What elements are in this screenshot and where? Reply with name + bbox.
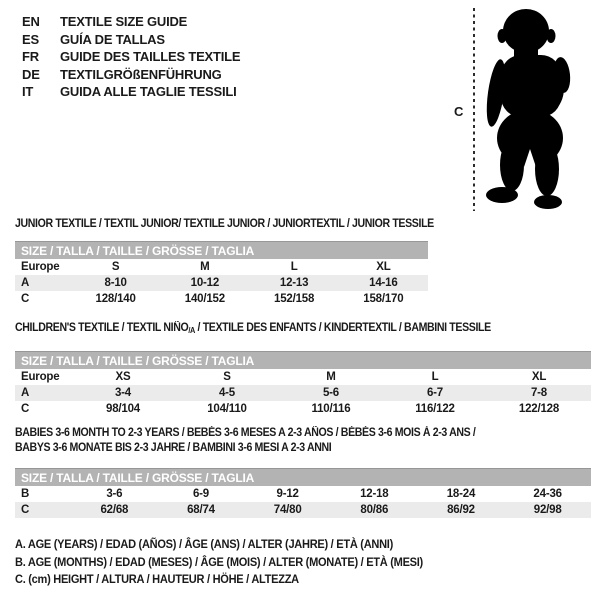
size-cell: 9-12 xyxy=(276,488,299,500)
title-text: / TEXTILE DES ENFANTS / KINDERTEXTIL / BAMBINI TESSILE xyxy=(194,322,491,334)
size-cell: 12-18 xyxy=(360,488,389,500)
size-cell: 122/128 xyxy=(518,403,560,415)
size-cell: 7-8 xyxy=(530,387,548,399)
language-row-it xyxy=(22,83,240,101)
language-label: GUÍA DE TALLAS xyxy=(60,31,165,47)
size-cell: S xyxy=(111,261,120,273)
table-row-age xyxy=(15,275,428,291)
language-row-fr xyxy=(22,48,240,66)
size-header-bar: SIZE / TALLA / TAILLE / GRÖSSE / TAGLIA xyxy=(15,352,591,370)
size-cell: 68/74 xyxy=(187,504,215,516)
title-text: CHILDREN'S TEXTILE / TEXTIL NIÑO xyxy=(15,322,189,334)
legend-item-b: B. AGE (MONTHS) / EDAD (MESES) / ÂGE (MOIS) / ALTER (MONATE) / ETÀ (MESI) xyxy=(15,554,423,569)
language-label: TEXTILE SIZE GUIDE xyxy=(60,14,188,30)
size-cell: 152/158 xyxy=(274,293,315,305)
size-cell: L xyxy=(431,371,439,383)
size-cell: 3-4 xyxy=(114,387,132,399)
size-header-bar: SIZE / TALLA / TAILLE / GRÖSSE / TAGLIA xyxy=(15,469,591,487)
language-label: GUIDE DES TAILLES TEXTILE xyxy=(60,49,241,65)
language-row-es xyxy=(22,31,240,49)
height-measure-dashed-line xyxy=(473,8,475,211)
table-row-europe xyxy=(15,259,428,275)
legend xyxy=(15,536,458,589)
language-code: EN xyxy=(22,14,40,30)
row-label: Europe xyxy=(21,261,60,273)
size-cell: 140/152 xyxy=(184,293,225,305)
size-cell: 110/116 xyxy=(311,403,351,415)
size-cell: 74/80 xyxy=(273,504,302,516)
table-row-age xyxy=(15,385,591,401)
junior-size-table xyxy=(15,241,428,307)
size-cell: 128/140 xyxy=(95,293,136,305)
language-code: DE xyxy=(22,66,40,82)
size-cell: 4-5 xyxy=(218,387,236,399)
size-cell: M xyxy=(326,371,336,383)
size-cell: 12-13 xyxy=(279,277,309,289)
table-row-age-months xyxy=(15,486,591,502)
size-cell: 24-36 xyxy=(533,488,562,500)
language-code: ES xyxy=(22,31,39,47)
row-label: Europe xyxy=(21,371,60,383)
row-label: C xyxy=(21,504,30,516)
size-cell: 5-6 xyxy=(322,387,340,399)
table-row-europe xyxy=(15,369,591,385)
size-cell: 10-12 xyxy=(190,277,220,289)
size-cell: 158/170 xyxy=(363,293,404,305)
size-cell: XL xyxy=(376,261,391,273)
title-line-2: BABYS 3-6 MONATE BIS 2-3 JAHRE / BAMBINI 3-6 MESI A 2-3 ANNI xyxy=(15,442,332,454)
table-row-height xyxy=(15,502,591,518)
language-code: IT xyxy=(22,84,34,100)
children-table-title xyxy=(15,321,491,338)
title-subscript: /A xyxy=(188,326,195,335)
size-cell: XL xyxy=(531,371,547,383)
row-label: B xyxy=(21,488,30,500)
baby-silhouette-image xyxy=(483,5,575,211)
size-cell: 14-16 xyxy=(369,277,398,289)
size-cell: S xyxy=(223,371,231,383)
size-cell: 6-9 xyxy=(192,488,209,500)
language-row-en xyxy=(22,13,240,31)
height-measure-label: C xyxy=(454,104,464,119)
table-row-height xyxy=(15,291,428,307)
size-cell: 80/86 xyxy=(360,504,389,516)
size-cell: 18-24 xyxy=(446,488,476,500)
size-cell: 62/68 xyxy=(100,504,129,516)
language-label: GUIDA ALLE TAGLIE TESSILI xyxy=(60,84,237,100)
language-list xyxy=(22,13,240,101)
title-line-1: BABIES 3-6 MONTH TO 2-3 YEARS / BEBÉS 3-6 MESES A 2-3 AÑOS / BÉBÉS 3-6 MOIS À 2-3 ANS / xyxy=(15,427,476,439)
size-cell: 92/98 xyxy=(533,504,562,516)
size-cell: 8-10 xyxy=(104,277,127,289)
junior-table-title: JUNIOR TEXTILE / TEXTIL JUNIOR/ TEXTILE JUNIOR / JUNIORTEXTIL / JUNIOR TESSILE xyxy=(15,218,434,230)
size-cell: 86/92 xyxy=(447,504,475,516)
size-cell: 6-7 xyxy=(426,387,444,399)
language-label: TEXTILGRÖßENFÜHRUNG xyxy=(60,66,222,82)
size-cell: 3-6 xyxy=(106,488,123,500)
row-label: C xyxy=(21,403,30,415)
language-row-de xyxy=(22,66,240,84)
table-row-height xyxy=(15,401,591,417)
size-cell: 98/104 xyxy=(106,403,140,415)
row-label: A xyxy=(21,387,30,399)
babies-size-table xyxy=(15,468,591,518)
size-header-bar: SIZE / TALLA / TAILLE / GRÖSSE / TAGLIA xyxy=(15,242,428,260)
size-cell: L xyxy=(290,261,298,273)
size-cell: 104/110 xyxy=(207,403,247,415)
size-cell: M xyxy=(200,261,210,273)
size-cell: XS xyxy=(115,371,131,383)
legend-item-a: A. AGE (YEARS) / EDAD (AÑOS) / ÂGE (ANS) / ALTER (JAHRE) / ETÀ (ANNI) xyxy=(15,537,393,551)
babies-table-title xyxy=(15,426,516,456)
row-label: C xyxy=(21,293,30,305)
row-label: A xyxy=(21,277,30,289)
language-code: FR xyxy=(22,49,39,65)
size-cell: 116/122 xyxy=(415,403,455,415)
legend-item-c: C. (cm) HEIGHT / ALTURA / HAUTEUR / HÖHE / ALTEZZA xyxy=(15,572,299,586)
children-size-table xyxy=(15,351,591,417)
